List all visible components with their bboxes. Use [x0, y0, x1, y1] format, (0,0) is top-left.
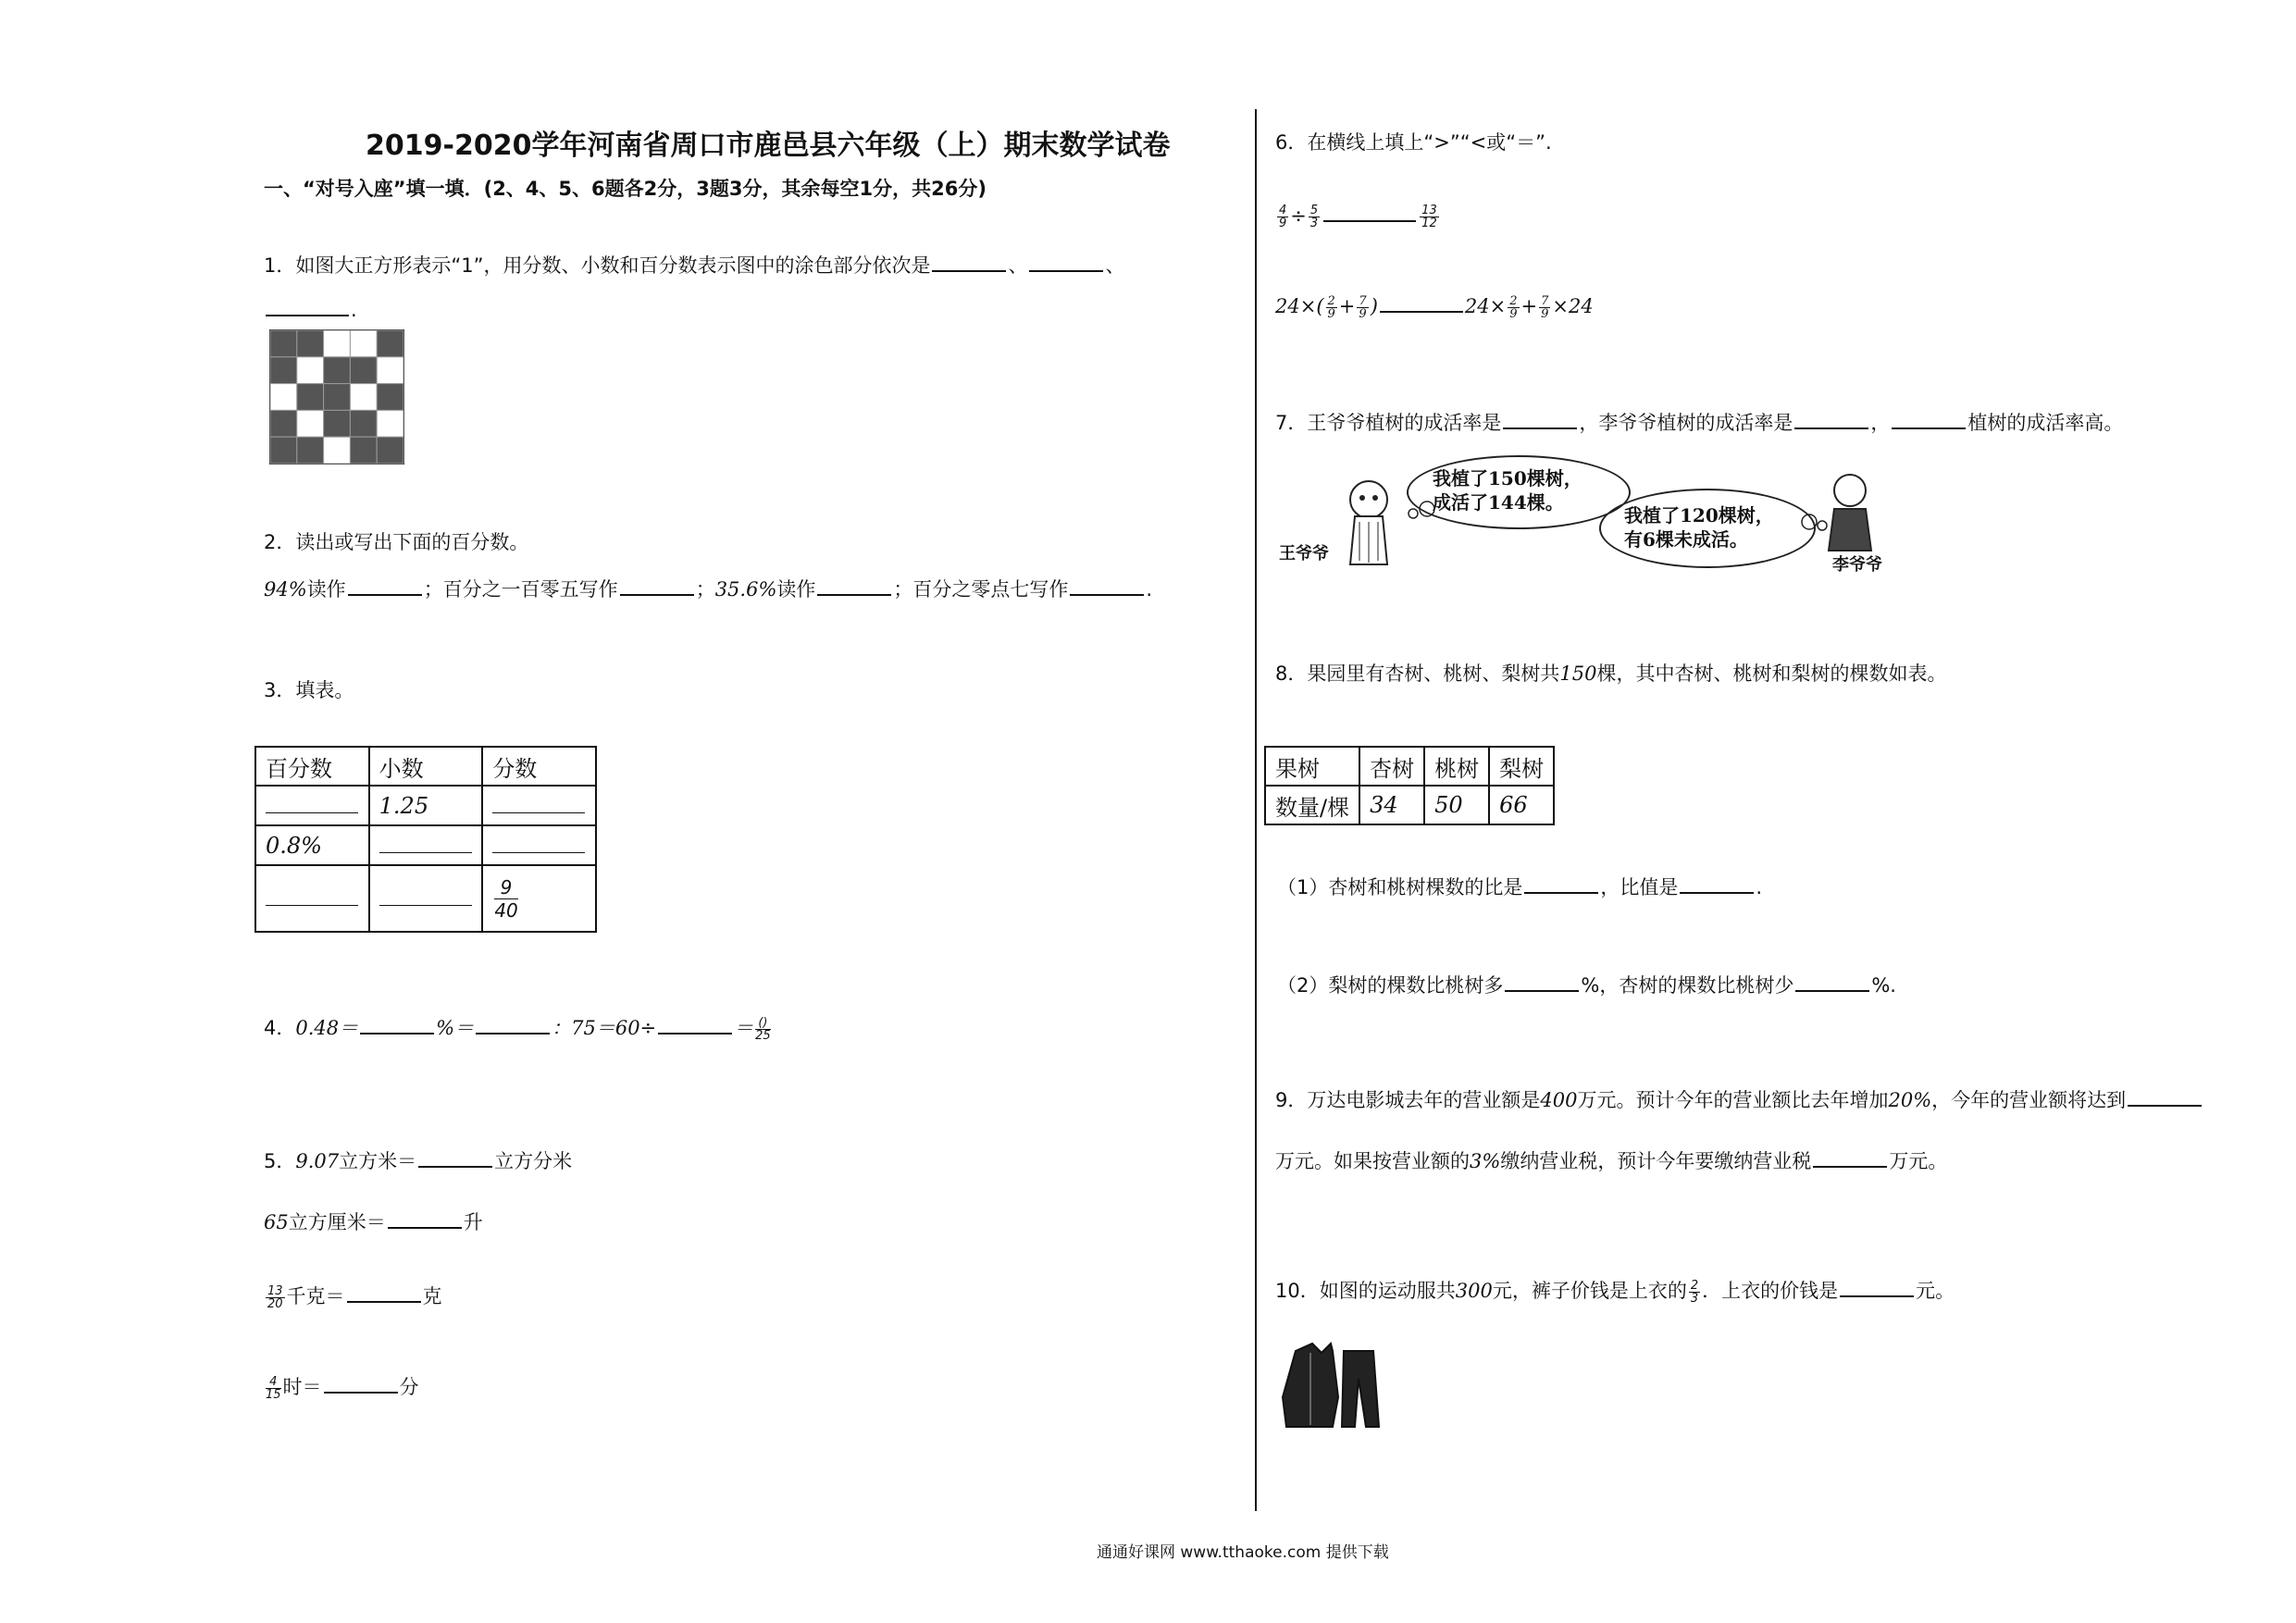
square-cell: [377, 330, 403, 357]
q7-text-b: ，李爷爷植树的成活率是: [1579, 412, 1793, 434]
q6-e1-op: ÷: [1290, 204, 1307, 227]
column-divider: [1255, 109, 1257, 1511]
question-9-line-1: [1275, 1086, 2203, 1113]
shaded-square-figure: [269, 329, 404, 465]
square-cell: [350, 384, 377, 411]
q8-s2-text-a: （2）梨树的棵数比桃树多: [1277, 974, 1504, 997]
q8-s2-end: %.: [1871, 974, 1896, 997]
question-6-expr-2: [1275, 292, 1594, 320]
square-cell: [297, 437, 324, 464]
q4-colon: ：75＝60÷: [552, 1017, 657, 1039]
li-grandpa-figure: [1829, 475, 1871, 551]
square-cell: [324, 357, 351, 384]
q8-total: 150: [1559, 663, 1597, 685]
jacket-icon: [1283, 1344, 1338, 1427]
q9-growth: 20%: [1888, 1089, 1932, 1111]
square-cell: [324, 437, 351, 464]
q7-blank-3[interactable]: [1892, 409, 1966, 429]
question-5-line-3: [264, 1282, 442, 1310]
q8-table: [1264, 746, 1555, 825]
square-cell: [377, 410, 403, 437]
q7-blank-2[interactable]: [1794, 409, 1868, 429]
q3-cell-blank[interactable]: [369, 865, 483, 932]
pants-icon: [1342, 1351, 1379, 1427]
q8-header-peach: 桃树: [1424, 747, 1489, 786]
q5-blank-3[interactable]: [347, 1282, 421, 1303]
q4-blank-2[interactable]: [476, 1014, 550, 1035]
q6-e1-frac-a: $\frac{4}{9}$: [1279, 203, 1287, 230]
q5-l4-unit: 时＝: [282, 1376, 322, 1398]
q5-l4-target: 分: [399, 1376, 419, 1398]
q2-end: .: [1146, 578, 1153, 601]
q5-blank-2[interactable]: [388, 1208, 462, 1229]
q6-e2-plus: +: [1338, 295, 1356, 317]
q3-cell-blank[interactable]: [482, 786, 596, 825]
q10-fraction: $\frac{2}{3}$: [1690, 1278, 1699, 1306]
q4-eq: ＝: [734, 1017, 754, 1039]
question-2: [264, 576, 1152, 602]
footer-source: 通通好课网 www.tthaoke.com 提供下载: [1097, 1543, 1389, 1562]
q2-blank-1[interactable]: [348, 576, 422, 596]
q2-sep: ；: [893, 578, 913, 601]
q6-e2-left: 24×(: [1275, 295, 1324, 317]
q1-sep: 、: [1008, 254, 1028, 277]
square-cell: [350, 330, 377, 357]
q3-cell-blank[interactable]: [255, 786, 369, 825]
square-cell: [297, 357, 324, 384]
q3-header-decimal: 小数: [369, 747, 483, 786]
q9-blank-1[interactable]: [2128, 1086, 2202, 1107]
q4-start: 0.48＝: [295, 1017, 359, 1039]
q6-e2-frac-2: $\frac{7}{9}$: [1359, 294, 1367, 321]
q5-l3-unit: 千克＝: [286, 1285, 345, 1307]
q2-label-b: 百分之一百零五写作: [442, 578, 618, 601]
q10-text-d: 元。: [1916, 1280, 1955, 1302]
q2-blank-3[interactable]: [817, 576, 891, 596]
q9-text-d: 万元。如果按营业额的: [1275, 1150, 1470, 1172]
q3-header-fraction: 分数: [482, 747, 596, 786]
q9-text-c: ，今年的营业额将达到: [1931, 1089, 2127, 1111]
q8-s1-text-b: ，比值是: [1600, 876, 1679, 898]
section-heading: 一、“对号入座”填一填．(2、4、5、6题各2分，3题3分，其余每空1分，共26分): [264, 178, 987, 200]
square-cell: [270, 410, 297, 437]
q3-r1-decimal: 1.25: [369, 786, 483, 825]
square-cell: [350, 410, 377, 437]
q2-sep: ；: [695, 578, 715, 601]
q7-text-a: 7．王爷爷植树的成活率是: [1275, 412, 1502, 434]
q8-value-pear: 66: [1489, 786, 1554, 824]
question-10: [1275, 1277, 1955, 1305]
q6-e2-right-2: +: [1520, 295, 1538, 317]
square-cell: [270, 330, 297, 357]
q9-text-b: 万元。预计今年的营业额比去年增加: [1577, 1089, 1889, 1111]
q7-blank-1[interactable]: [1503, 409, 1577, 429]
wang-speech-line-1: 我植了150棵树，: [1433, 467, 1582, 489]
square-cell: [270, 384, 297, 411]
q8-text-a: 8．果园里有杏树、桃树、梨树共: [1275, 663, 1560, 685]
square-cell: [350, 437, 377, 464]
square-cell: [270, 437, 297, 464]
q3-r2-percent: 0.8%: [255, 825, 369, 865]
square-cell: [270, 357, 297, 384]
q8-header-apricot: 杏树: [1359, 747, 1424, 786]
q6-e2-right-1: 24×: [1464, 295, 1507, 317]
q8-blank-1[interactable]: [1524, 873, 1598, 894]
q1-sep: 、: [1105, 254, 1125, 277]
q6-e1-frac-c: $\frac{13}{12}$: [1421, 203, 1437, 230]
q5-l1-target: 立方分米: [494, 1150, 573, 1172]
question-8-sub-2: [1277, 972, 1896, 998]
q4-prefix: 4．: [264, 1017, 296, 1039]
q2-label-a: 读作: [306, 578, 346, 601]
li-speech: [1624, 503, 1774, 551]
square-cell: [324, 410, 351, 437]
q2-blank-2[interactable]: [620, 576, 694, 596]
q6-e2-frac-4: $\frac{7}{9}$: [1541, 294, 1549, 321]
q9-text-e: 缴纳营业税，预计今年要缴纳营业税: [1500, 1150, 1812, 1172]
q5-l1-value: 9.07: [295, 1150, 340, 1172]
li-speech-line-1: 我植了120棵树，: [1624, 504, 1774, 527]
q9-revenue: 400: [1540, 1089, 1578, 1111]
q8-blank-2[interactable]: [1680, 873, 1754, 894]
q8-s1-end: .: [1756, 876, 1763, 898]
square-cell: [377, 384, 403, 411]
q2-value-a: 94%: [264, 578, 307, 601]
q4-pct: %＝: [436, 1017, 475, 1039]
q8-value-peach: 50: [1424, 786, 1489, 824]
q5-blank-1[interactable]: [418, 1147, 492, 1168]
q6-e1-frac-b: $\frac{5}{3}$: [1309, 203, 1319, 230]
q2-blank-4[interactable]: [1070, 576, 1144, 596]
question-7: [1275, 409, 2123, 436]
q9-text-f: 万元。: [1889, 1150, 1948, 1172]
q7-text-d: 植树的成活率高。: [1967, 412, 2124, 434]
q6-blank-2[interactable]: [1380, 292, 1463, 313]
q1-blank-2[interactable]: [1029, 252, 1103, 272]
square-cell: [377, 357, 403, 384]
q10-text-b: 元，裤子价钱是上衣的: [1492, 1280, 1687, 1302]
question-1: [264, 252, 1124, 279]
q8-value-apricot: 34: [1359, 786, 1424, 824]
q8-s2-text-b: %，杏树的棵数比桃树少: [1581, 974, 1794, 997]
li-name: 李爷爷: [1832, 555, 1882, 575]
q5-l1-unit: 立方米＝: [339, 1150, 417, 1172]
q3-cell-blank[interactable]: [369, 825, 483, 865]
question-9-line-2: [1275, 1147, 1947, 1174]
question-3-intro: 3．填表。: [264, 679, 354, 701]
q3-table: [254, 746, 597, 933]
page-title: 2019-2020学年河南省周口市鹿邑县六年级（上）期末数学试卷: [366, 130, 1171, 162]
q8-blank-3[interactable]: [1505, 972, 1579, 992]
q8-header-tree: 果树: [1265, 747, 1359, 786]
q3-r3-fraction: [482, 865, 596, 932]
wang-speech-line-2: 成活了144棵。: [1433, 491, 1564, 514]
li-speech-line-2: 有6棵未成活。: [1624, 528, 1748, 551]
q6-e2-close: ): [1370, 295, 1378, 317]
q5-l3-fraction: $\frac{13}{20}$: [267, 1283, 283, 1311]
q4-blank-1[interactable]: [360, 1014, 434, 1035]
square-cell: [377, 437, 403, 464]
question-5-line-1: [264, 1147, 572, 1174]
q1-text: 1．如图大正方形表示“1”，用分数、小数和百分数表示图中的涂色部分依次是: [264, 254, 931, 277]
q9-text-a: 9．万达电影城去年的营业额是: [1275, 1089, 1541, 1111]
question-1-cont: [264, 296, 357, 323]
q8-blank-4[interactable]: [1795, 972, 1869, 992]
q9-blank-2[interactable]: [1813, 1147, 1887, 1168]
q1-blank-1[interactable]: [932, 252, 1006, 272]
q8-text-b: 棵，其中杏树、桃树和梨树的棵数如表。: [1596, 663, 1947, 685]
q1-end: .: [351, 299, 357, 321]
q10-text-a: 10．如图的运动服共: [1275, 1280, 1456, 1302]
wang-grandpa-figure: [1350, 481, 1387, 564]
q2-label-d: 百分之零点七写作: [912, 578, 1069, 601]
q6-blank-1[interactable]: [1323, 202, 1416, 222]
q6-e2-frac-1: $\frac{2}{9}$: [1327, 294, 1335, 321]
question-6-expr-1: [1275, 202, 1441, 229]
q3-header-percent: 百分数: [255, 747, 369, 786]
q5-l4-fraction: $\frac{4}{15}$: [266, 1374, 281, 1402]
q6-e2-frac-3: $\frac{2}{9}$: [1509, 294, 1518, 321]
q4-fraction: $\frac{()}{25}$: [755, 1015, 771, 1043]
question-5-line-2: [264, 1208, 483, 1235]
q5-l2-target: 升: [463, 1211, 483, 1233]
q7-text-c: ，: [1870, 412, 1891, 434]
square-cell: [350, 357, 377, 384]
q10-total: 300: [1455, 1280, 1493, 1302]
question-2-intro: 2．读出或写出下面的百分数。: [264, 531, 529, 553]
q4-blank-3[interactable]: [658, 1014, 732, 1035]
q10-text-c: ．上衣的价钱是: [1702, 1280, 1839, 1302]
q9-tax-rate: 3%: [1470, 1150, 1501, 1172]
question-6-intro: 6．在横线上填上“>”“<或“＝”.: [1275, 131, 1552, 154]
square-cell: [297, 410, 324, 437]
q2-value-c: 35.6%: [714, 578, 777, 601]
q2-label-c: 读作: [776, 578, 816, 601]
wang-speech: [1433, 466, 1582, 514]
question-8: [1275, 661, 1946, 687]
shaded-cells: [270, 330, 403, 464]
q3-cell-blank[interactable]: [255, 865, 369, 932]
q3-fraction: $\frac{9}{40}$: [494, 875, 518, 922]
q5-l2-unit: 立方厘米＝: [288, 1211, 386, 1233]
q5-prefix: 5．: [264, 1150, 296, 1172]
q8-s1-text-a: （1）杏树和桃树棵数的比是: [1277, 876, 1523, 898]
q2-sep: ；: [423, 578, 443, 601]
q5-l3-target: 克: [422, 1285, 442, 1307]
q8-header-pear: 梨树: [1489, 747, 1554, 786]
q5-l2-value: 65: [264, 1211, 289, 1233]
square-cell: [324, 330, 351, 357]
square-cell: [324, 384, 351, 411]
square-cell: [297, 384, 324, 411]
question-8-sub-1: [1277, 873, 1762, 900]
sportswear-image: [1277, 1342, 1381, 1434]
square-cell: [297, 330, 324, 357]
q10-blank-1[interactable]: [1840, 1277, 1914, 1297]
wang-name: 王爷爷: [1279, 544, 1329, 564]
question-5-line-4: [264, 1373, 419, 1401]
q8-row-label: 数量/棵: [1265, 786, 1359, 824]
question-4: [264, 1014, 773, 1042]
q1-blank-3[interactable]: [266, 296, 349, 316]
q3-cell-blank[interactable]: [482, 825, 596, 865]
q5-blank-4[interactable]: [324, 1373, 398, 1394]
q6-e2-right-3: ×24: [1552, 295, 1594, 317]
